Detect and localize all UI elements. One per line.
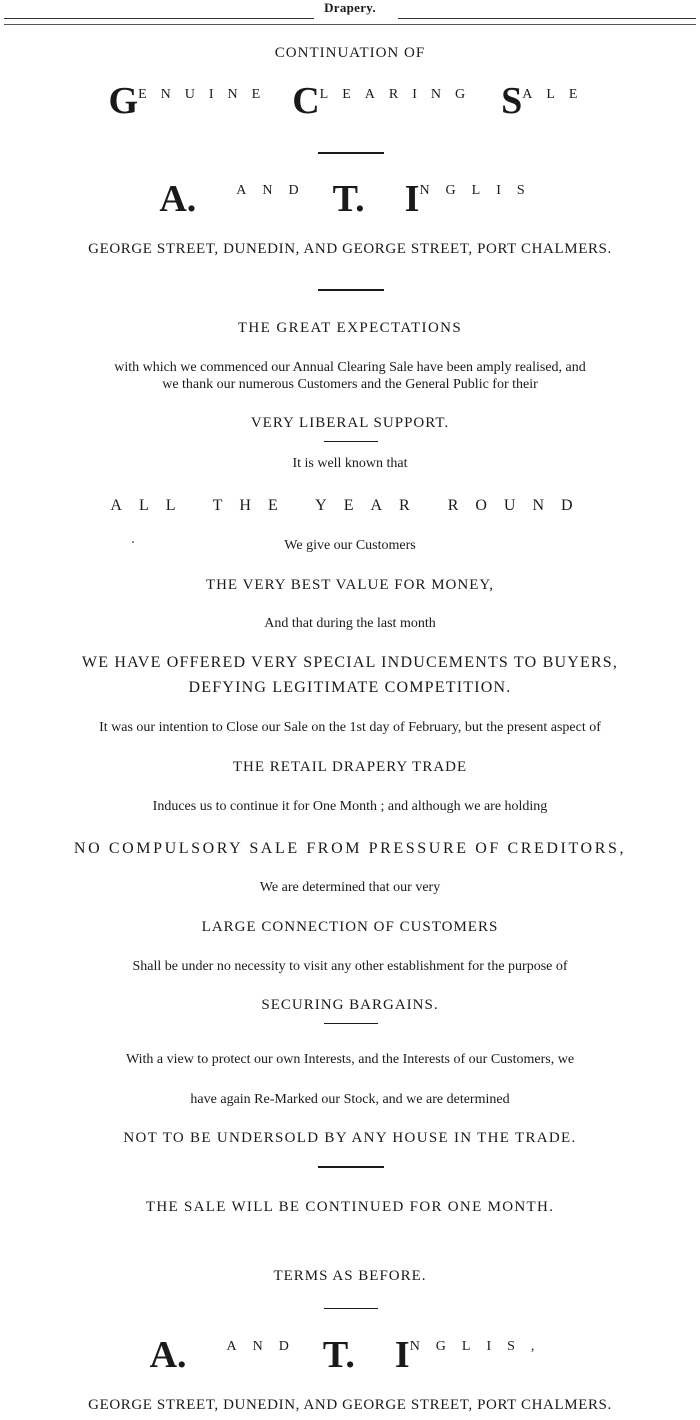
- large-connection-heading: LARGE CONNECTION OF CUSTOMERS: [201, 919, 499, 935]
- divider-rule: [318, 1166, 384, 1168]
- firm-initial-i: I: [404, 178, 420, 220]
- well-known-line: It is well known that: [292, 456, 408, 471]
- firm-name-top: [0, 180, 700, 224]
- protect-line-1: With a view to protect our own Interests, and the Interests of our Customers, we: [125, 1052, 575, 1067]
- intention-line: It was our intention to Close our Sale on the 1st day of February, but the present aspect of: [99, 720, 601, 735]
- headline-initial-s: S: [501, 80, 523, 122]
- firm-and: AND: [226, 1339, 305, 1354]
- firm-name-bottom: [0, 1336, 700, 1380]
- great-expectations-heading: THE GREAT EXPECTATIONS: [237, 320, 463, 336]
- headline-initial-c: C: [292, 80, 320, 122]
- headline: [0, 82, 700, 126]
- firm-initial-t: T.: [322, 1334, 355, 1376]
- headline-initial-g: G: [108, 80, 139, 122]
- liberal-support-heading: VERY LIBERAL SUPPORT.: [250, 415, 450, 431]
- address-bottom: GEORGE STREET, DUNEDIN, AND GEORGE STREET, PORT CHALMERS.: [88, 1397, 612, 1413]
- inducements-line-1: WE HAVE OFFERED VERY SPECIAL INDUCEMENTS TO BUYERS,: [81, 654, 619, 671]
- thanks-line-2: we thank our numerous Customers and the General Public for their: [162, 377, 538, 392]
- no-compulsory-heading: NO COMPULSORY SALE FROM PRESSURE OF CREDITORS,: [73, 840, 627, 857]
- firm-initial-i: I: [394, 1334, 410, 1376]
- last-month-line: And that during the last month: [264, 616, 436, 631]
- firm-initial-t: T.: [332, 178, 365, 220]
- sale-continued-heading: THE SALE WILL BE CONTINUED FOR ONE MONTH.: [145, 1199, 555, 1215]
- divider-rule: [324, 1308, 378, 1309]
- headline-rest-learing: LEARING: [319, 87, 480, 102]
- inducements-line-2: DEFYING LEGITIMATE COMPETITION.: [188, 679, 512, 696]
- thanks-line-1: with which we commenced our Annual Clearing Sale have been amply realised, and: [114, 360, 586, 375]
- firm-rest-nglis: NGLIS,: [409, 1339, 551, 1354]
- header-rule-left: [4, 18, 314, 19]
- firm-rest-nglis: NGLIS: [419, 183, 541, 198]
- header-rule-right: [398, 18, 696, 19]
- no-necessity-line: Shall be under no necessity to visit any other establishment for the purpose of: [132, 959, 568, 974]
- terms-heading: TERMS AS BEFORE.: [273, 1268, 427, 1284]
- not-undersold-heading: NOT TO BE UNDERSOLD BY ANY HOUSE IN THE TRADE.: [123, 1130, 577, 1146]
- divider-rule: [324, 441, 378, 442]
- section-header: [0, 0, 700, 30]
- retail-trade-heading: THE RETAIL DRAPERY TRADE: [232, 759, 468, 775]
- determined-line: We are determined that our very: [259, 880, 441, 895]
- we-give-line: We give our Customers: [284, 538, 416, 553]
- firm-and: AND: [236, 183, 315, 198]
- continuation-of: CONTINUATION OF: [274, 45, 426, 61]
- section-label: Drapery.: [324, 0, 376, 15]
- address-top: GEORGE STREET, DUNEDIN, AND GEORGE STREET, PORT CHALMERS.: [88, 241, 612, 257]
- divider-rule: [318, 289, 384, 291]
- securing-bargains-heading: SECURING BARGAINS.: [261, 997, 439, 1013]
- best-value-heading: THE VERY BEST VALUE FOR MONEY,: [205, 577, 495, 593]
- headline-rest-ale: ALE: [522, 87, 592, 102]
- firm-initial-a: A.: [149, 1334, 187, 1376]
- divider-rule: [318, 152, 384, 154]
- firm-initial-a: A.: [159, 178, 197, 220]
- headline-rest-enuine: ENUINE: [138, 87, 275, 102]
- all-the-year-round-heading: ALL THE YEAR ROUND: [110, 497, 590, 514]
- induces-line: Induces us to continue it for One Month ; and although we are holding: [152, 799, 548, 814]
- protect-line-2: have again Re-Marked our Stock, and we are determined: [190, 1092, 510, 1107]
- header-rule-lower: [4, 24, 696, 25]
- divider-rule: [324, 1023, 378, 1024]
